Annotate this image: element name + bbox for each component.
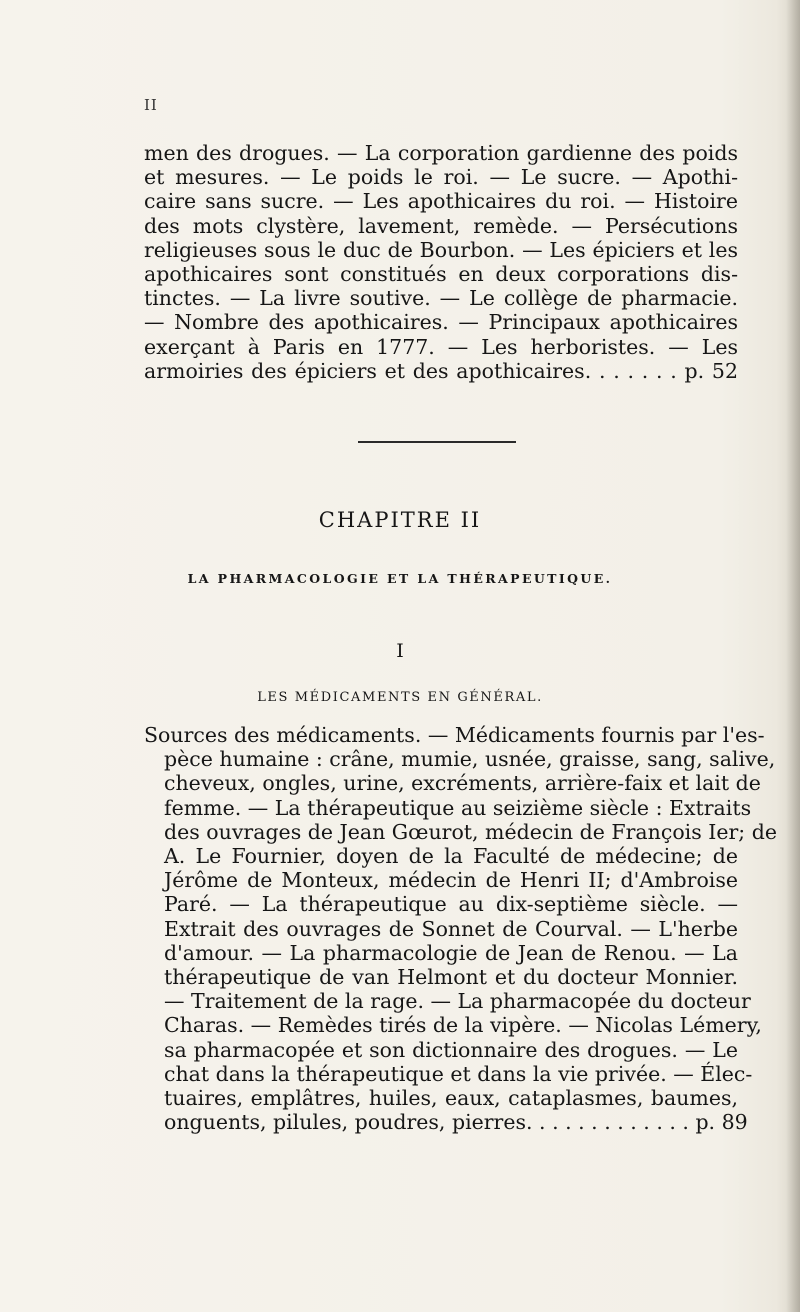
text-line: pèce humaine : crâne, mumie, usnée, graisse, sang, salive, — [164, 747, 776, 772]
text-line: — Traitement de la rage. — La pharmacopée du docteur — [164, 989, 751, 1014]
text-line: exerçant à Paris en 1777. — Les herboristes. — Les — [144, 334, 738, 359]
text-line: Paré. — La thérapeutique au dix-septième siècle. — — [164, 892, 738, 917]
text-line: A. Le Fournier, doyen de la Faculté de médecine; de — [164, 844, 738, 869]
section-divider — [358, 441, 516, 443]
text-line: tuaires, emplâtres, huiles, eaux, cataplasmes, baumes, — [164, 1086, 738, 1111]
text-line: des ouvrages de Jean Gœurot, médecin de François Ier; de — [164, 819, 777, 844]
text-line: et mesures. — Le poids le roi. — Le sucre. — Apothi- — [144, 165, 738, 190]
text-line: sa pharmacopée et son dictionnaire des drogues. — Le — [164, 1037, 738, 1062]
text-line: religieuses sous le duc de Bourbon. — Les épiciers et les — [144, 237, 738, 262]
text-line: chat dans la thérapeutique et dans la vie privée. — Élec- — [164, 1061, 753, 1086]
text-line: men des drogues. — La corporation gardienne des poids — [144, 141, 738, 165]
text-line: Jérôme de Monteux, médecin de Henri II; d'Ambroise — [164, 868, 738, 893]
text-line: Sources des médicaments. — Médicaments fournis par l'es- — [144, 723, 765, 747]
text-line-page-ref: armoiries des épiciers et des apothicaires. . . . . . . p. 52 — [144, 358, 738, 383]
chapter-subtitle: LA PHARMACOLOGIE ET LA THÉRAPEUTIQUE. — [187, 571, 613, 586]
text-line: caire sans sucre. — Les apothicaires du roi. — Histoire — [144, 189, 738, 214]
section-title: LES MÉDICAMENTS EN GÉNÉRAL. — [257, 690, 543, 705]
chapter-heading: CHAPITRE II — [318, 508, 482, 532]
text-line: — Nombre des apothicaires. — Principaux apothicaires — [144, 310, 738, 335]
page-number: II — [144, 96, 158, 114]
text-line: des mots clystère, lavement, remède. — Persécutions — [144, 213, 738, 238]
text-line: d'amour. — La pharmacologie de Jean de Renou. — La — [164, 940, 738, 965]
text-line: Extrait des ouvrages de Sonnet de Courval. — L'herbe — [164, 916, 738, 941]
text-line: tinctes. — La livre soutive. — Le collège de pharmacie. — [144, 286, 738, 311]
text-line: Charas. — Remèdes tirés de la vipère. — Nicolas Lémery, — [164, 1013, 762, 1038]
text-line: apothicaires sont constitués en deux corporations dis- — [144, 262, 738, 287]
section-summary-paragraph — [144, 723, 777, 1135]
text-line: femme. — La thérapeutique au seizième siècle : Extraits — [164, 795, 752, 820]
intro-summary-paragraph — [144, 141, 738, 383]
text-line-page-ref: onguents, pilules, poudres, pierres. . . . . . . . . . . . . p. 89 — [164, 1110, 748, 1135]
section-number: I — [396, 640, 404, 662]
text-line: cheveux, ongles, urine, excréments, arrière-faix et lait de — [164, 771, 761, 796]
text-line: thérapeutique de van Helmont et du docteur Monnier. — [164, 965, 738, 990]
